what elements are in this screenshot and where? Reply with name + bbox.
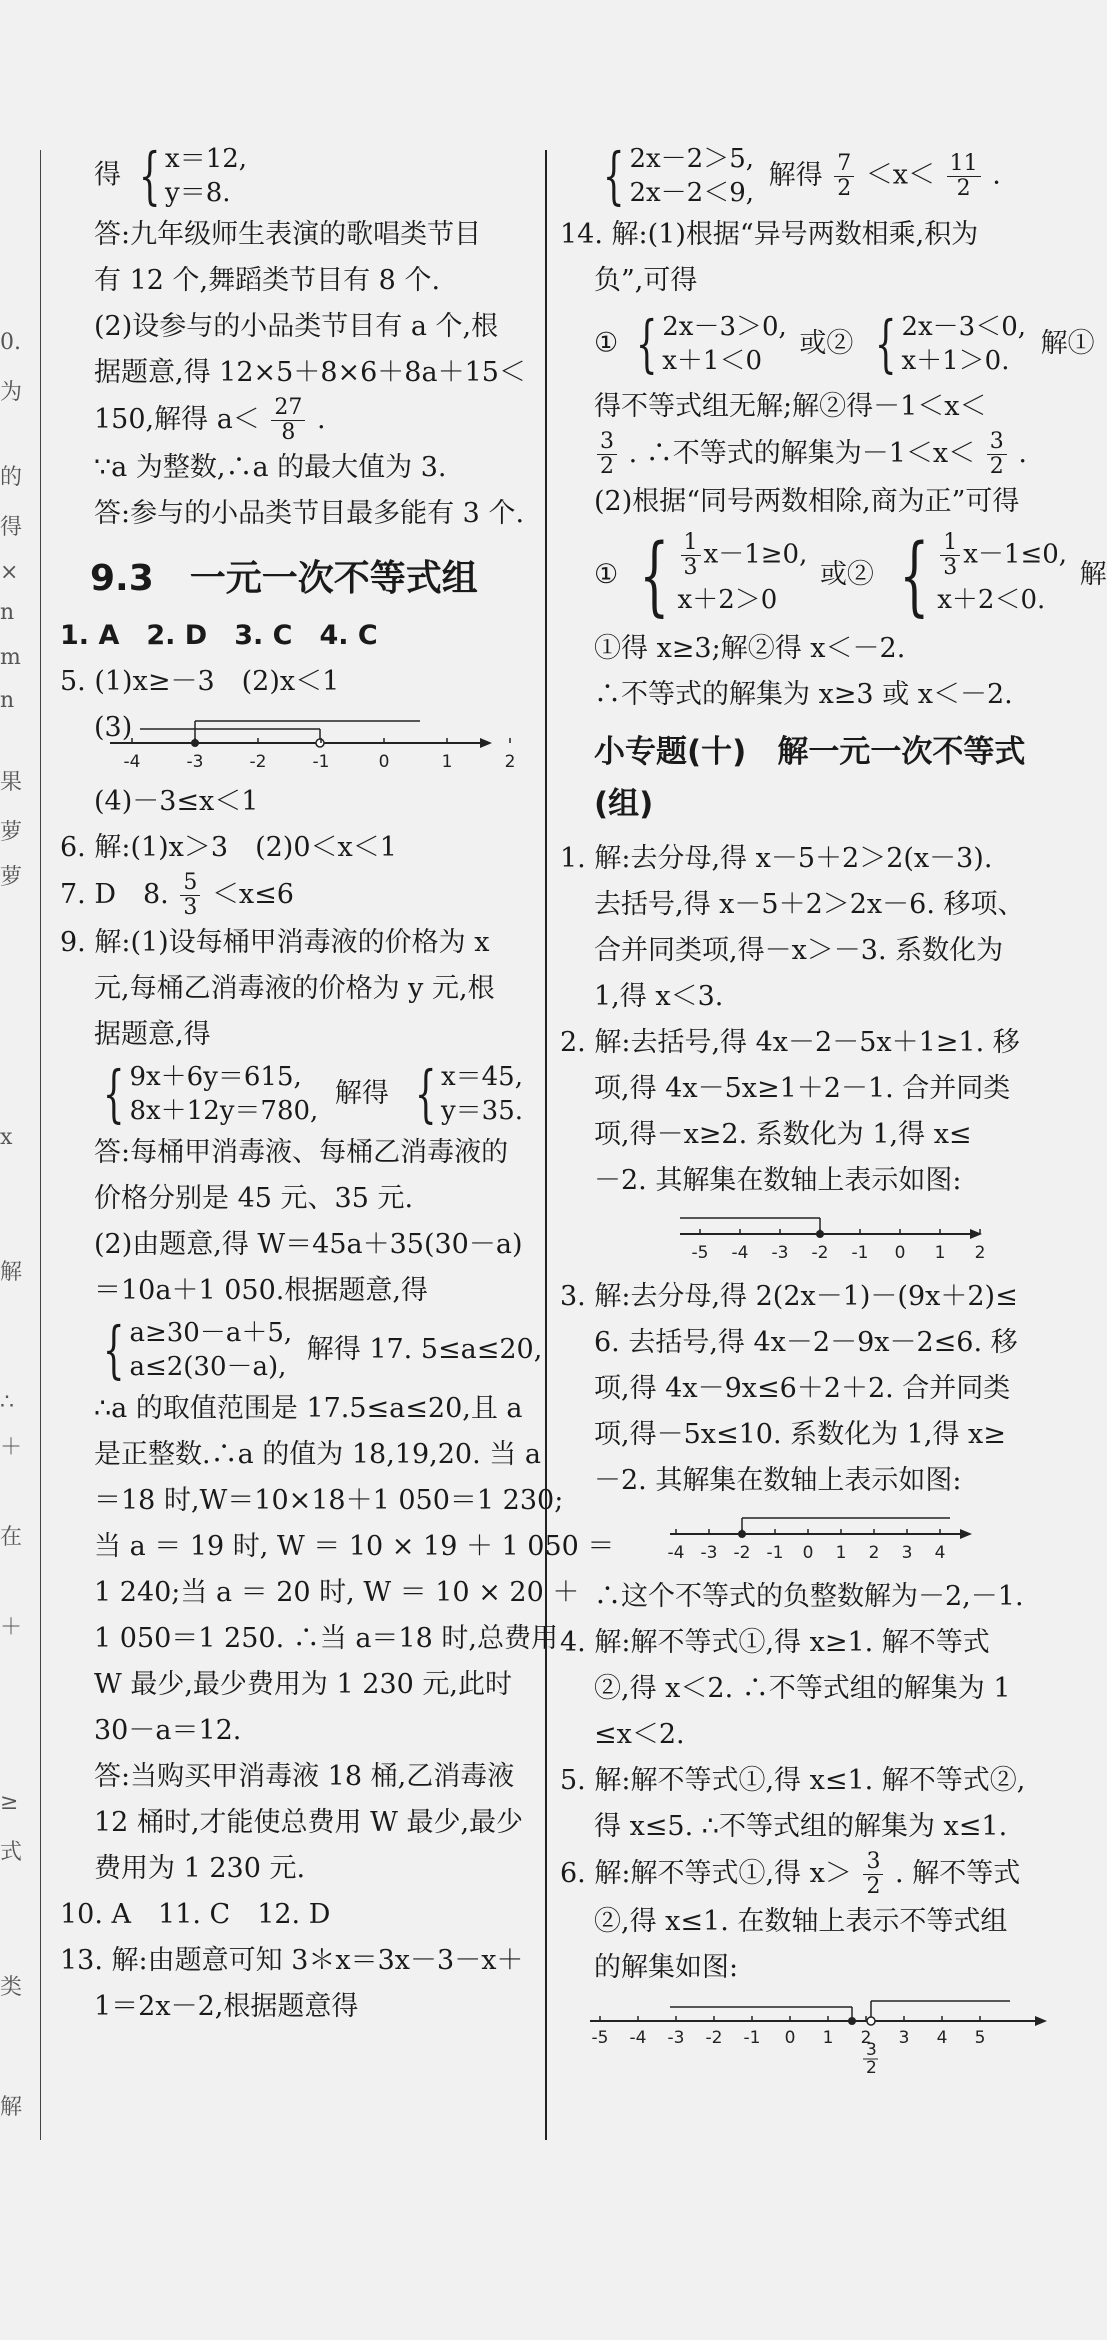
equation-system: [60, 1313, 543, 1386]
answer-line: 答:当购买甲消毒液 18 桶,乙消毒液: [94, 1761, 515, 1792]
equation-system: [60, 1058, 532, 1130]
paragraph-line: 项,得 4x－9x≤6＋2＋2. 合并同类: [594, 1373, 1011, 1404]
text: . ∴不等式的解集为－1＜x＜: [628, 438, 976, 469]
edge-char: n: [0, 688, 15, 713]
edge-char: ≥: [0, 1790, 19, 1815]
paragraph-line: 据题意,得 12×5＋8×6＋8a＋15＜: [94, 357, 526, 388]
paragraph-line: [560, 430, 1060, 479]
answer-line: [60, 871, 532, 920]
text: 解①: [1040, 327, 1095, 359]
system-line: y＝8.: [165, 178, 231, 208]
numerator: 3: [863, 1850, 883, 1875]
brace-icon: {: [414, 1057, 437, 1130]
paragraph-line: 合并同类项,得－x＞－3. 系数化为: [594, 935, 1004, 966]
tick-label: 2: [504, 752, 516, 772]
tick-fraction-den: 2: [866, 2058, 877, 2078]
system-line: 8x＋12y＝780,: [129, 1096, 319, 1126]
tick-label: 1: [934, 1243, 946, 1263]
paragraph-line: 1,得 x＜3.: [594, 981, 724, 1012]
system-line: [937, 531, 1067, 580]
text: 解得: [334, 1077, 389, 1109]
brace-icon: {: [635, 307, 658, 380]
fraction: [834, 152, 854, 201]
paragraph-line: ②,得 x≤1. 在数轴上表示不等式组: [594, 1906, 1008, 1937]
paragraph-line: 项,得 4x－5x≥1＋2－1. 合并同类: [594, 1073, 1011, 1104]
solution-system: [130, 139, 248, 212]
edge-char: ＋: [0, 1435, 23, 1460]
paragraph-line: 的解集如图:: [594, 1952, 739, 1983]
paragraph-line: ①得 x≥3;解②得 x＜－2.: [594, 633, 906, 664]
paragraph-line: 据题意,得: [94, 1019, 211, 1050]
answer-line: (4)－3≤x＜1: [94, 786, 259, 817]
answer-line: 费用为 1 230 元.: [94, 1853, 306, 1884]
numerator: 27: [271, 396, 305, 421]
numerator: 1: [681, 531, 701, 556]
tick-fraction-num: 3: [866, 2040, 877, 2060]
denominator: 2: [956, 175, 971, 201]
system-line: x＋2＞0: [677, 585, 778, 615]
tick-label: 0: [802, 1543, 814, 1563]
tick-label: 3: [901, 1543, 913, 1563]
text: 6. 解:解不等式①,得 x＞: [560, 1858, 852, 1889]
tick-label: 0: [378, 752, 390, 772]
system-line: 2x－3＜0,: [901, 312, 1027, 342]
paragraph-line: ∵a 为整数,∴a 的最大值为 3.: [94, 452, 447, 483]
numerator: 11: [947, 152, 981, 177]
edge-char: 萝: [0, 865, 23, 890]
edge-char: 0.: [0, 330, 21, 355]
tick-label: -2: [733, 1543, 751, 1563]
paragraph-line: ≤x＜2.: [594, 1719, 685, 1750]
paragraph-line: －2. 其解集在数轴上表示如图:: [594, 1465, 962, 1496]
tick-label: -1: [766, 1543, 784, 1563]
numerator: 5: [180, 871, 200, 896]
brace-icon: {: [639, 525, 670, 626]
paragraph-line: 是正整数.∴a 的值为 18,19,20. 当 a: [94, 1439, 541, 1470]
system-line: x＝45,: [440, 1062, 523, 1092]
system-line: x＝12,: [165, 144, 248, 174]
paragraph-line: 5. 解:解不等式①,得 x≤1. 解不等式②,: [560, 1765, 1026, 1796]
paragraph-line: 得不等式组无解;解②得－1＜x＜: [594, 391, 987, 422]
paragraph-line: 3. 解:去分母,得 2(2x－1)－(9x＋2)≤: [560, 1281, 1018, 1312]
tick-label: -5: [691, 1243, 709, 1263]
column-rule-middle: [545, 150, 547, 2140]
system: [627, 525, 808, 626]
text: 解: [1079, 559, 1107, 590]
edge-char: 果: [0, 770, 23, 795]
paragraph-line: [560, 1850, 1060, 1899]
text: .: [316, 404, 326, 435]
fraction: [863, 1850, 883, 1899]
paragraph-line: ＝10a＋1 050.根据题意,得: [94, 1275, 428, 1306]
numerator: 3: [987, 430, 1007, 455]
paragraph-line: 1 050＝1 250. ∴当 a＝18 时,总费用: [94, 1623, 558, 1654]
denominator: 2: [600, 454, 614, 479]
paragraph-line: 1. 解:去分母,得 x－5＋2＞2(x－3).: [560, 843, 993, 874]
denominator: 3: [943, 555, 958, 580]
system: [627, 307, 787, 380]
tick-label: -3: [667, 2028, 685, 2048]
edge-char: ＋: [0, 1615, 23, 1640]
system: [94, 1313, 293, 1386]
paragraph-line: 4. 解:解不等式①,得 x≥1. 解不等式: [560, 1627, 990, 1658]
paragraph-line: ②,得 x＜2. ∴不等式组的解集为 1: [594, 1673, 1011, 1704]
paragraph-line: ＝18 时,W＝10×18＋1 050＝1 230;: [94, 1485, 564, 1516]
system: [887, 525, 1068, 626]
equation-systems: [560, 307, 1095, 380]
tick-label: 5: [974, 2028, 986, 2048]
denominator: 3: [683, 555, 698, 580]
answers-1-4: 1. A 2. D 3. C 4. C: [60, 620, 378, 651]
tick-label: -4: [731, 1243, 749, 1263]
text: 解得: [768, 159, 823, 191]
paragraph-line: ∴这个不等式的负整数解为－2,－1.: [594, 1581, 1024, 1612]
numerator: 3: [597, 430, 617, 455]
system: [406, 1057, 524, 1130]
paragraph-line: 项,得－x≥2. 系数化为 1,得 x≤: [594, 1119, 972, 1150]
text: 或②: [819, 559, 874, 590]
tick-label: 0: [784, 2028, 796, 2048]
tick-label: 1: [441, 752, 453, 772]
text: ①: [594, 327, 619, 359]
fraction: [987, 430, 1007, 479]
answer-line: 10. A 11. C 12. D: [60, 1899, 331, 1930]
numerator: 7: [834, 152, 854, 177]
fraction: [681, 531, 701, 580]
text: 或②: [799, 327, 854, 359]
fraction: [180, 871, 200, 920]
answer-line: 答:每桶甲消毒液、每桶乙消毒液的: [94, 1137, 509, 1168]
system: [866, 307, 1027, 380]
text: ＜x≤6: [211, 879, 294, 910]
system: [594, 139, 755, 212]
system-line: x＋1＞0.: [901, 346, 1010, 376]
fraction: [940, 531, 960, 580]
text: x－1≥0,: [703, 539, 808, 570]
paragraph-line: W 最少,最少费用为 1 230 元,此时: [94, 1669, 512, 1700]
paragraph-line: (2)设参与的小品类节目有 a 个,根: [94, 311, 499, 342]
tick-label: 0: [894, 1243, 906, 1263]
paragraph-line: 14. 解:(1)根据“异号两数相乘,积为: [560, 219, 979, 250]
answer-line: 有 12 个,舞蹈类节目有 8 个.: [94, 265, 441, 296]
edge-char: 在: [0, 1525, 23, 1550]
tick-label: 4: [936, 2028, 948, 2048]
text: ＜x＜: [865, 159, 936, 191]
equation-system: [560, 140, 1060, 212]
tick-label: 2: [860, 2028, 872, 2048]
tick-label: -3: [700, 1543, 718, 1563]
numerator: 1: [940, 531, 960, 556]
solve-text: 得: [94, 159, 121, 191]
tick-label: 3: [898, 2028, 910, 2048]
fraction: [947, 152, 981, 201]
system-line: [678, 531, 808, 580]
paragraph-line: ∴不等式的解集为 x≥3 或 x＜－2.: [594, 679, 1013, 710]
brace-icon: {: [102, 1057, 125, 1130]
answer-line: 答:参与的小品类节目最多能有 3 个.: [94, 498, 525, 529]
left-column: [60, 139, 615, 2030]
text: . 解不等式: [895, 1858, 1021, 1889]
denominator: 2: [866, 1874, 881, 1899]
paragraph-line: 2. 解:去括号,得 4x－2－5x＋1≥1. 移: [560, 1027, 1020, 1058]
tick-label: -1: [851, 1243, 869, 1263]
tick-label: -4: [629, 2028, 647, 2048]
paragraph-line: 去括号,得 x－5＋2＞2x－6. 移项、: [594, 889, 1025, 920]
edge-char: 式: [0, 1840, 23, 1865]
tick-label: -1: [743, 2028, 761, 2048]
edge-char: n: [0, 600, 15, 625]
brace-icon: {: [138, 139, 161, 212]
edge-char: m: [0, 645, 21, 670]
edge-char: ∴: [0, 1390, 14, 1415]
tick-label: 1: [822, 2028, 834, 2048]
paragraph-line: 30－a＝12.: [94, 1715, 242, 1746]
system-line: 9x＋6y＝615,: [129, 1062, 302, 1092]
tick-label: 1: [835, 1543, 847, 1563]
edge-char: 得: [0, 515, 23, 540]
tick-label: -1: [312, 752, 330, 772]
paragraph-line: 6. 去括号,得 4x－2－9x－2≤6. 移: [594, 1327, 1018, 1358]
brace-icon: {: [898, 525, 929, 626]
answer-line: 6. 解:(1)x＞3 (2)0＜x＜1: [60, 832, 397, 863]
denominator: 2: [989, 454, 1004, 479]
system-line: x＋1＜0: [662, 346, 763, 376]
paragraph-line: 元,每桶乙消毒液的价格为 y 元,根: [94, 973, 495, 1004]
edge-char: 类: [0, 1975, 23, 2000]
edge-char: 的: [0, 465, 23, 490]
paragraph-line: (2)根据“同号两数相除,商为正”可得: [594, 486, 1020, 517]
system-line: 2x－2＞5,: [629, 144, 755, 174]
edge-char: 解: [0, 2095, 23, 2120]
answer-line: 5. (1)x≥－3 (2)x＜1: [60, 666, 340, 697]
system: [94, 1057, 319, 1130]
denominator: 8: [281, 420, 296, 445]
fraction: [597, 430, 617, 479]
answer-line: 价格分别是 45 元、35 元.: [94, 1183, 414, 1214]
column-rule-left: [40, 150, 41, 2140]
system-line: 2x－2＜9,: [629, 178, 755, 208]
tick-label: -2: [811, 1243, 829, 1263]
equation-systems: [560, 525, 1107, 626]
system-line: a≥30－a＋5,: [129, 1318, 293, 1348]
denominator: 3: [183, 895, 198, 920]
paragraph-line: 项,得－5x≤10. 系数化为 1,得 x≥: [594, 1419, 1006, 1450]
sub-section-title: 小专题(十) 解一元一次不等式(组): [594, 734, 1026, 822]
text: x－1≤0,: [963, 539, 1068, 570]
number-line-s6: [580, 1997, 1060, 2078]
fraction: [271, 396, 305, 445]
tick-label: -3: [186, 752, 204, 772]
edge-char: ×: [0, 560, 19, 585]
number-line-s3: [660, 1510, 1080, 1570]
system-line: y＝35.: [440, 1096, 524, 1126]
number-line-q5: [100, 715, 516, 775]
system-line: a≤2(30－a),: [129, 1352, 287, 1382]
text: .: [1018, 438, 1027, 469]
brace-icon: {: [602, 139, 625, 212]
paragraph-line: (2)由题意,得 W＝45a＋35(30－a): [94, 1229, 523, 1260]
tick-label: 4: [934, 1543, 946, 1563]
paragraph-line: ∴a 的取值范围是 17.5≤a≤20,且 a: [94, 1393, 523, 1424]
text: .: [992, 159, 1001, 191]
text: 7. D 8.: [60, 879, 178, 910]
system-line: x＋2＜0.: [937, 585, 1046, 615]
text: 解得 17. 5≤a≤20,: [306, 1333, 543, 1365]
section-title: 9.3 一元一次不等式组: [90, 558, 478, 599]
sub-label: (3): [94, 712, 133, 743]
brace-icon: {: [102, 1313, 125, 1386]
text: 150,解得 a＜: [94, 404, 260, 435]
text: ①: [594, 559, 619, 590]
denominator: 2: [837, 175, 852, 201]
edge-char: 萝: [0, 820, 23, 845]
edge-char: 解: [0, 1260, 23, 1285]
system-line: 2x－3＞0,: [662, 312, 787, 342]
number-line-s2: [670, 1210, 1090, 1270]
paragraph-line: 9. 解:(1)设每桶甲消毒液的价格为 x: [60, 927, 490, 958]
tick-label: -4: [123, 752, 141, 772]
paragraph-line: 当 a ＝ 19 时, W ＝ 10 × 19 ＋ 1 050 ＝: [94, 1531, 615, 1562]
equation-system-solution: [60, 140, 532, 212]
edge-char: x: [0, 1125, 13, 1150]
paragraph-line: 1 240;当 a ＝ 20 时, W ＝ 10 × 20 ＋: [94, 1577, 580, 1608]
paragraph-line: 负”,可得: [594, 265, 698, 296]
tick-label: 2: [974, 1243, 986, 1263]
tick-label: -2: [705, 2028, 723, 2048]
answer-line: 答:九年级师生表演的歌唱类节目: [94, 219, 482, 250]
paragraph-line: 13. 解:由题意可知 3＊x＝3x－3－x＋: [60, 1945, 524, 1976]
right-column: [560, 139, 1107, 2079]
paragraph-line: [60, 396, 532, 445]
answer-line: [60, 613, 532, 659]
edge-char: 为: [0, 380, 23, 405]
tick-label: -4: [667, 1543, 685, 1563]
brace-icon: {: [874, 307, 897, 380]
paragraph-line: 得 x≤5. ∴不等式组的解集为 x≤1.: [594, 1811, 1008, 1842]
tick-label: -5: [591, 2028, 609, 2048]
tick-label: -2: [249, 752, 267, 772]
paragraph-line: 1＝2x－2,根据题意得: [94, 1991, 359, 2022]
answer-line: 12 桶时,才能使总费用 W 最少,最少: [94, 1807, 524, 1838]
tick-label: -3: [771, 1243, 789, 1263]
tick-label: 2: [868, 1543, 880, 1563]
paragraph-line: －2. 其解集在数轴上表示如图:: [594, 1165, 962, 1196]
